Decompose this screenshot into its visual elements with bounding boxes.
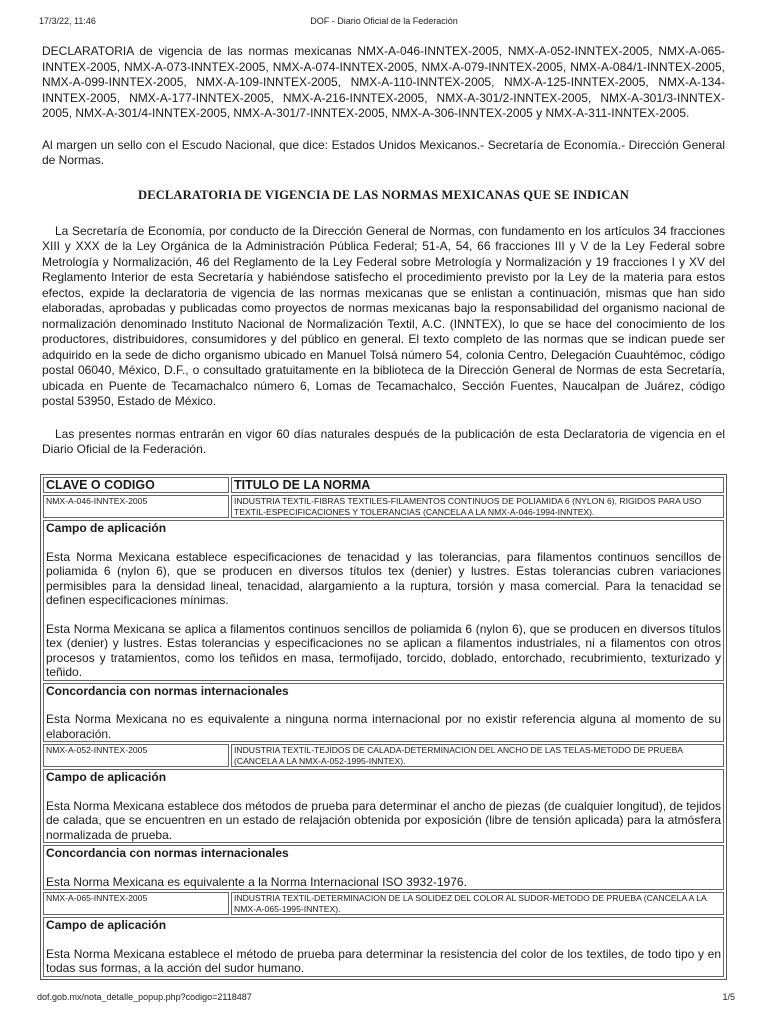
scope-paragraph: Esta Norma Mexicana se aplica a filamentos continuos sencillos de poliamida 6 (nylon 6), que se producen en diversos títulos tex (denier) y lustres. Estas tolerancias y especificaciones no se aplican a filamentos industriales, ni a filamentos con otros procesos y tratamientos, como los teñidos en masa, termofijado, torcido, doblado, entorchado, recubrimiento, texturizado y teñido. xyxy=(46,621,721,679)
norm-scope-cell xyxy=(43,769,724,843)
scope-paragraph: Esta Norma Mexicana establece dos métodos de prueba para determinar el ancho de piezas (de cualquier longitud), de tejidos de calada, que se encuentren en un estado de relajación obtenida por exposición (libre de tensión aplicada) para la atmósfera normalizada de prueba. xyxy=(46,798,721,842)
scope-title: Campo de aplicación xyxy=(46,770,167,784)
document-body xyxy=(42,44,725,980)
page-url: dof.gob.mx/nota_detalle_popup.php?codigo=2118487 xyxy=(37,992,252,1002)
scope-paragraph: Esta Norma Mexicana establece el método de prueba para determinar la resistencia del color de los textiles, de todo tipo y en todas sus formas, a la acción del sudor humano. xyxy=(46,946,721,975)
norm-row xyxy=(43,744,724,767)
norm-code: NMX-A-052-INNTEX-2005 xyxy=(43,744,229,767)
scope-title: Campo de aplicación xyxy=(46,521,167,535)
norm-concordance-cell xyxy=(43,845,724,890)
print-footer xyxy=(0,992,768,1006)
header-title: TITULO DE LA NORMA xyxy=(231,477,724,494)
table-header-row xyxy=(43,477,724,494)
norm-concordance-row xyxy=(43,683,724,743)
print-header xyxy=(0,16,768,30)
norm-scope-row xyxy=(43,769,724,843)
norm-scope-cell xyxy=(43,520,724,681)
concordance-text: Esta Norma Mexicana no es equivalente a ninguna norma internacional por no existir referencia alguna al momento de su elaboración. xyxy=(46,712,721,741)
document-heading: DECLARATORIA DE VIGENCIA DE LAS NORMAS MEXICANAS QUE SE INDICAN xyxy=(138,187,629,202)
norm-concordance-cell xyxy=(43,683,724,743)
norm-title: INDUSTRIA TEXTIL-FIBRAS TEXTILES-FILAMENTOS CONTINUOS DE POLIAMIDA 6 (NYLON 6), RIGIDOS PARA USO TEXTIL-ESPECIFICACIONES Y TOLERANCIAS (CANCELA A LA NMX-A-046-1994-INNTEX). xyxy=(231,495,724,518)
header-code: CLAVE O CODIGO xyxy=(43,477,229,494)
seal-margin-note: Al margen un sello con el Escudo Nacional, que dice: Estados Unidos Mexicanos.- Secretaría de Economía.- Dirección General de Normas. xyxy=(42,137,725,167)
effective-date-paragraph: Las presentes normas entrarán en vigor 60 días naturales después de la publicación de esta Declaratoria de vigencia en el Diario Oficial de la Federación. xyxy=(42,426,725,456)
norm-code: NMX-A-065-INNTEX-2005 xyxy=(43,892,229,915)
norm-scope-cell xyxy=(43,917,724,977)
page-number: 1/5 xyxy=(722,992,735,1002)
norm-title: INDUSTRIA TEXTIL-DETERMINACION DE LA SOLIDEZ DEL COLOR AL SUDOR-METODO DE PRUEBA (CANCELA A LA NMX-A-065-1995-INNTEX). xyxy=(231,892,724,915)
norm-concordance-row xyxy=(43,845,724,890)
scope-paragraph: Esta Norma Mexicana establece especificaciones de tenacidad y las tolerancias, para filamentos continuos sencillos de poliamida 6 (nylon 6), que se producen en diversos títulos tex (denier) y lustres. Estas tolerancias cubren variaciones permisibles para la densidad lineal, tenacidad, alargamiento a la ruptura, torsión y masa comercial. Para la tenacidad se definen especificaciones mínimas. xyxy=(46,549,721,607)
scope-title: Campo de aplicación xyxy=(46,918,167,932)
print-datetime: 17/3/22, 11:46 xyxy=(39,16,96,26)
norm-scope-row xyxy=(43,917,724,977)
concordance-title: Concordancia con normas internacionales xyxy=(46,846,289,860)
norm-row xyxy=(43,892,724,915)
declaratoria-title-paragraph: DECLARATORIA de vigencia de las normas mexicanas NMX-A-046-INNTEX-2005, NMX-A-052-INNTEX-2005, NMX-A-065-INNTEX-2005, NMX-A-073-INNTEX-2005, NMX-A-074-INNTEX-2005, NMX-A-079-INNTEX-2005, NMX-A-084/1-INNTEX-2005, NMX-A-099-INNTEX-2005, NMX-A-109-INNTEX-2005, NMX-A-110-INNTEX-2005, NMX-A-125-INNTEX-2005, NMX-A-134-INNTEX-2005, NMX-A-177-INNTEX-2005, NMX-A-216-INNTEX-2005, NMX-A-301/2-INNTEX-2005, NMX-A-301/3-INNTEX-2005, NMX-A-301/4-INNTEX-2005, NMX-A-301/7-INNTEX-2005, NMX-A-306-INNTEX-2005 y NMX-A-311-INNTEX-2005. xyxy=(42,44,725,120)
norm-scope-row xyxy=(43,520,724,681)
norm-code: NMX-A-046-INNTEX-2005 xyxy=(43,495,229,518)
norms-table xyxy=(40,474,727,980)
concordance-title: Concordancia con normas internacionales xyxy=(46,683,289,698)
norm-row xyxy=(43,495,724,518)
legal-basis-paragraph: La Secretaría de Economía, por conducto de la Dirección General de Normas, con fundamento en los artículos 34 fracciones XIII y XXX de la Ley Orgánica de la Administración Pública Federal; 51-A, 54, 66 fracciones III y V de la Ley Federal sobre Metrología y Normalización, 46 del Reglamento de la Ley Federal sobre Metrología y Normalización y 19 fracciones I y XV del Reglamento Interior de esta Secretaría y habiéndose satisfecho el procedimiento previsto por la Ley de la materia para estos efectos, expide la declaratoria de vigencia de las normas mexicanas que se enlistan a continuación, mismas que han sido elaboradas, aprobadas y publicadas como proyectos de normas mexicanas bajo la responsabilidad del organismo nacional de normalización denominado Instituto Nacional de Normalización Textil, A.C. (INNTEX), lo que se hace del conocimiento de los productores, distribuidores, consumidores y del público en general. El texto completo de las normas que se indican puede ser adquirido en la sede de dicho organismo ubicado en Manuel Tolsá número 54, colonia Centro, Delegación Cuauhtémoc, código postal 06040, México, D.F., o consultado gratuitamente en la biblioteca de la Dirección General de Normas de esta Secretaría, ubicada en Puente de Tecamachalco número 6, Lomas de Tecamachalco, Sección Fuentes, Naucalpan de Juárez, código postal 53950, Estado de México. xyxy=(42,223,725,408)
print-page-title: DOF - Diario Oficial de la Federación xyxy=(310,16,458,26)
concordance-text: Esta Norma Mexicana es equivalente a la Norma Internacional ISO 3932-1976. xyxy=(46,874,467,889)
norm-title: INDUSTRIA TEXTIL-TEJIDOS DE CALADA-DETERMINACION DEL ANCHO DE LAS TELAS-METODO DE PRUEBA (CANCELA A LA NMX-A-052-1995-INNTEX). xyxy=(231,744,724,767)
